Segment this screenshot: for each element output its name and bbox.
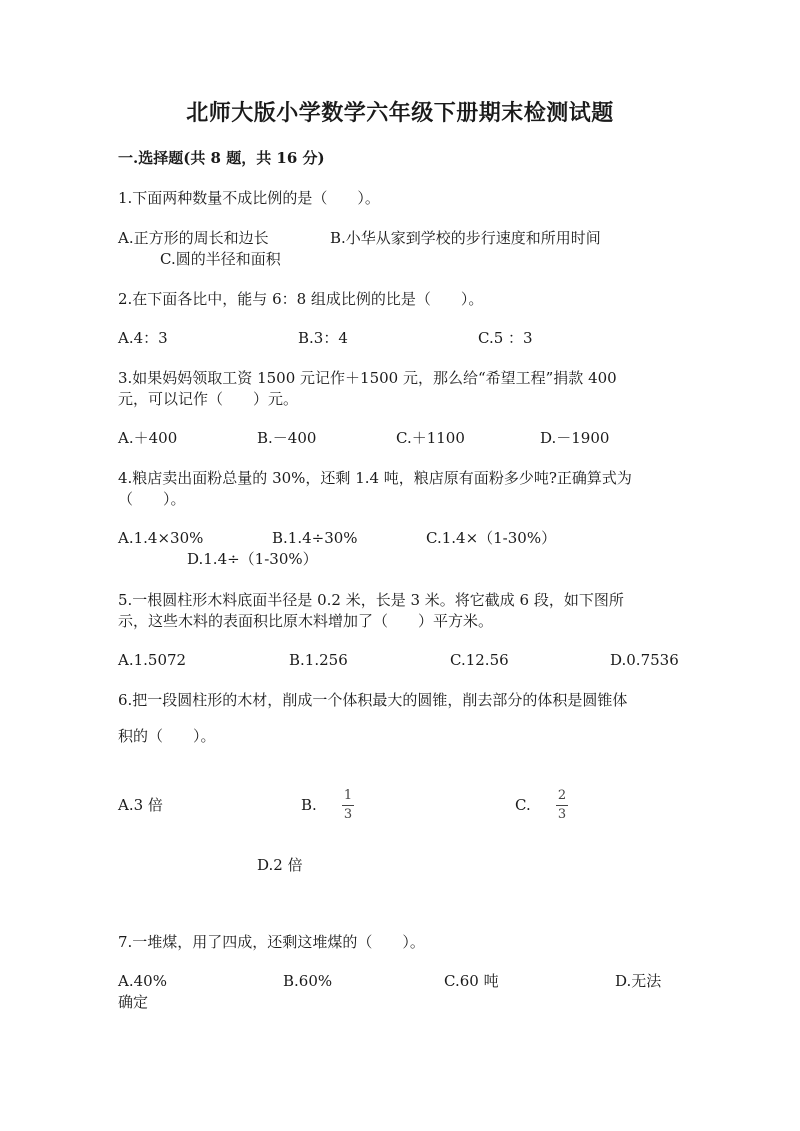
question-2-option-b: B.3：4 <box>298 329 348 347</box>
question-3-option-a: A.＋400 <box>118 429 178 447</box>
fraction-bar <box>556 805 568 806</box>
page-title: 北师大版小学数学六年级下册期末检测试题 <box>186 100 614 126</box>
question-7-option-d-line-2: 确定 <box>118 993 149 1011</box>
question-6-stem-line-1: 6.把一段圆柱形的木材，削成一个体积最大的圆锥，削去部分的体积是圆锥体 <box>118 691 628 709</box>
question-7-stem: 7.一堆煤，用了四成，还剩这堆煤的（ ）。 <box>118 933 425 951</box>
question-3-option-d: D.－1900 <box>540 429 610 447</box>
question-3-option-b: B.－400 <box>257 429 317 447</box>
question-2-option-c: C.5 ：3 <box>478 329 533 347</box>
question-7-option-d-line-1: D.无法 <box>615 972 662 990</box>
question-5-option-d: D.0.7536 <box>610 651 679 669</box>
question-3-stem-line-1: 3.如果妈妈领取工资 1500 元记作＋1500 元，那么给“希望工程”捐款 400 <box>118 369 617 387</box>
question-4-option-b: B.1.4÷30% <box>272 529 358 547</box>
question-2-option-a: A.4：3 <box>118 329 168 347</box>
question-3-stem-line-2: 元，可以记作（ ）元。 <box>118 390 299 408</box>
question-4-option-d: D.1.4÷（1-30%） <box>187 550 318 568</box>
question-6-option-c-label: C. <box>515 796 531 814</box>
section-heading: 一.选择题(共 8 题，共 16 分) <box>118 149 325 167</box>
fraction-bar <box>342 805 354 806</box>
question-7-option-a: A.40% <box>118 972 167 990</box>
question-6-stem-line-2: 积的（ ）。 <box>118 727 216 745</box>
question-3-option-c: C.＋1100 <box>396 429 465 447</box>
fraction-numerator: 1 <box>343 788 353 803</box>
question-7-option-c: C.60 吨 <box>444 972 499 990</box>
question-5-stem-line-1: 5.一根圆柱形木料底面半径是 0.2 米，长是 3 米。将它截成 6 段，如下图所 <box>118 591 624 609</box>
question-4-option-c: C.1.4×（1-30%） <box>426 529 557 547</box>
question-5-stem-line-2: 示，这些木料的表面积比原木料增加了（ ）平方米。 <box>118 612 494 630</box>
question-5-option-c: C.12.56 <box>450 651 509 669</box>
question-4-stem-line-1: 4.粮店卖出面粉总量的 30%，还剩 1.4 吨，粮店原有面粉多少吨?正确算式为 <box>118 469 632 487</box>
question-6-option-d: D.2 倍 <box>257 856 303 874</box>
question-1-option-b: B.小华从家到学校的步行速度和所用时间 <box>330 229 601 247</box>
question-6-option-b-label: B. <box>301 796 317 814</box>
question-1-option-a: A.正方形的周长和边长 <box>118 229 269 247</box>
question-7-option-b: B.60% <box>283 972 333 990</box>
question-4-stem-line-2: （ ）。 <box>118 490 186 508</box>
question-1-option-c: C.圆的半径和面积 <box>160 250 281 268</box>
question-6-option-c-fraction <box>555 788 569 823</box>
question-6-option-b-fraction <box>341 788 355 823</box>
question-6-option-a: A.3 倍 <box>118 796 163 814</box>
question-5-option-b: B.1.256 <box>289 651 348 669</box>
question-4-option-a: A.1.4×30% <box>118 529 204 547</box>
question-2-stem: 2.在下面各比中，能与 6：8 组成比例的比是（ ）。 <box>118 290 484 308</box>
fraction-denominator: 3 <box>343 807 353 822</box>
fraction-numerator: 2 <box>557 788 567 803</box>
question-1-stem: 1.下面两种数量不成比例的是（ ）。 <box>118 189 380 207</box>
fraction-denominator: 3 <box>557 807 567 822</box>
question-5-option-a: A.1.5072 <box>118 651 187 669</box>
